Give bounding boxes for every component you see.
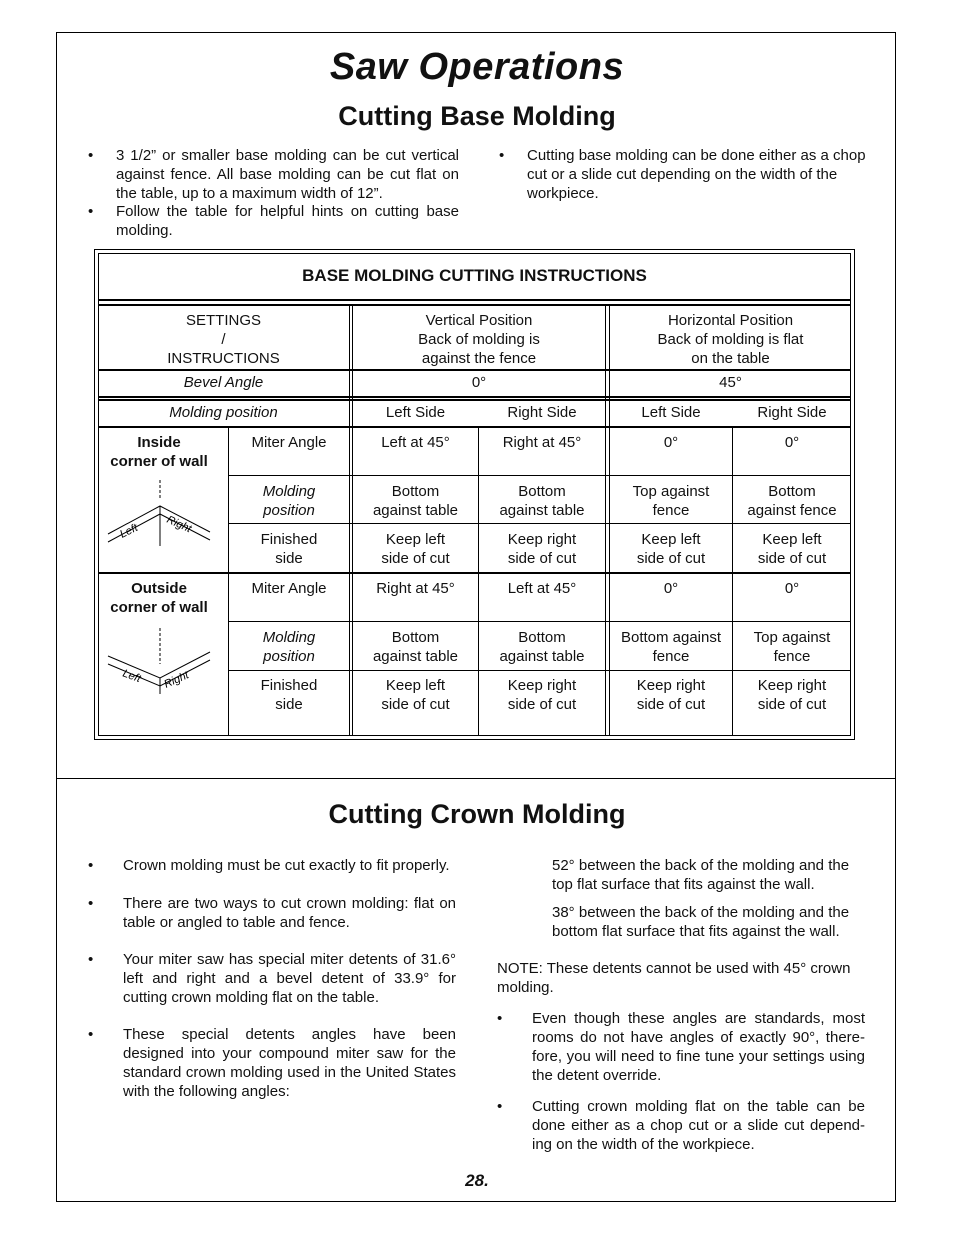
inside-right-label: Right <box>164 513 194 536</box>
table-cell: Left at 45° <box>507 580 577 597</box>
table-cell: Bottom against fence <box>747 483 837 519</box>
detent-note: NOTE: These detents cannot be used with 45° crown molding. <box>497 960 851 996</box>
bevel-vertical-value: 0° <box>471 374 487 391</box>
table-cell: Keep right side of cut <box>636 677 706 713</box>
table-cell: Keep left side of cut <box>636 531 706 567</box>
table-cell: Keep left side of cut <box>381 677 450 713</box>
crown-bullet-1: • Crown molding must be cut exactly to fit properly. <box>88 857 450 874</box>
table-cell: Top against fence <box>632 483 710 519</box>
page-title: Saw Operations <box>329 46 625 88</box>
bevel-horizontal-value: 45° <box>719 374 742 391</box>
position-horizontal-left: Left Side <box>641 404 701 421</box>
table-title: BASE MOLDING CUTTING INSTRUCTIONS <box>98 253 851 301</box>
crown-bullet-5: • Even though these angles are standards, most rooms do not have angles of exactly 90°, there-fore, you will need to fine tune your settings using the detent override. <box>497 1010 865 1084</box>
outside-left-label: Left <box>120 667 143 686</box>
page-number: 28. <box>465 1171 489 1190</box>
table-cell: 0° <box>663 434 679 451</box>
angle-38-text: 38° between the back of the molding and the bottom flat surface that fits against the wall. <box>552 904 850 940</box>
table-rule <box>228 670 851 671</box>
outside-row-label: Finished side <box>260 677 318 713</box>
header-vertical-position: Vertical Position Back of molding is against the fence <box>418 312 540 367</box>
outside-row-label: Molding position <box>262 629 316 665</box>
outside-corner-diagram <box>104 624 216 696</box>
table-cell: Top against fence <box>753 629 831 665</box>
table-rule <box>98 426 851 428</box>
table-cell: Bottom against fence <box>620 629 722 665</box>
table-cell: Bottom against table <box>372 483 459 519</box>
table-cell: Keep right side of cut <box>757 677 827 713</box>
table-cell: 0° <box>784 580 800 597</box>
outside-right-label: Right <box>162 669 191 691</box>
position-vertical-left: Left Side <box>385 404 446 421</box>
table-rule <box>352 304 353 736</box>
table-rule <box>228 475 851 476</box>
base-bullet-2: • Follow the table for helpful hints on cutting base molding. <box>88 203 459 239</box>
table-rule <box>98 369 851 371</box>
bevel-angle-label: Bevel Angle <box>183 374 264 391</box>
angle-52-text: 52° between the back of the molding and the top flat surface that fits against the wall. <box>552 857 850 893</box>
table-cell: Keep left side of cut <box>757 531 827 567</box>
header-horizontal-position: Horizontal Position Back of molding is flat on the table <box>657 312 804 367</box>
table-cell: Right at 45° <box>502 434 582 451</box>
table-cell: Keep right side of cut <box>507 531 577 567</box>
crown-molding-heading: Cutting Crown Molding <box>328 799 626 829</box>
inside-row-label: Miter Angle <box>251 434 327 451</box>
base-molding-heading: Cutting Base Molding <box>338 101 616 131</box>
inside-row-label: Finished side <box>260 531 318 567</box>
base-bullet-1: • 3 1/2” or smaller base molding can be cut vertical against fence. All base molding can be cut flat on the table, up to a maximum width of 12”. <box>88 147 459 202</box>
table-cell: Keep right side of cut <box>507 677 577 713</box>
table-cell: Bottom against table <box>499 483 585 519</box>
position-horizontal-right: Right Side <box>757 404 827 421</box>
base-bullet-3: • Cutting base molding can be done either as a chop cut or a slide cut depending on the width of the workpiece. <box>499 147 866 202</box>
table-cell: 0° <box>663 580 679 597</box>
outside-corner-label: Outside corner of wall <box>110 580 208 616</box>
table-cell: 0° <box>784 434 800 451</box>
crown-bullet-2: • There are two ways to cut crown molding: flat on table or angled to table and fence. <box>88 895 456 931</box>
table-rule <box>228 523 851 524</box>
table-cell: Right at 45° <box>376 580 455 597</box>
table-rule <box>605 304 606 736</box>
position-vertical-right: Right Side <box>507 404 577 421</box>
table-rule <box>98 396 851 398</box>
inside-row-label: Molding position <box>262 483 316 519</box>
table-rule <box>609 304 610 736</box>
table-rule <box>349 304 350 736</box>
table-rule <box>98 572 851 574</box>
crown-bullet-4: • These special detents angles have been designed into your compound miter saw for the standard crown molding used in the United States with the following angles: <box>88 1026 456 1100</box>
section-divider <box>56 778 896 779</box>
table-cell: Bottom against table <box>372 629 459 665</box>
inside-left-label: Left <box>118 521 140 541</box>
outside-row-label: Miter Angle <box>251 580 327 597</box>
table-rule <box>228 621 851 622</box>
crown-bullet-6: • Cutting crown molding flat on the table can be done either as a chop cut or a slide cut depend-ing on the width of the workpiece. <box>497 1098 865 1153</box>
table-cell: Left at 45° <box>381 434 450 451</box>
table-cell: Bottom against table <box>499 629 585 665</box>
header-settings: SETTINGS / INSTRUCTIONS <box>167 312 280 367</box>
inside-corner-label: Inside corner of wall <box>110 434 208 470</box>
table-rule <box>98 399 851 401</box>
molding-position-label: Molding position <box>169 404 278 421</box>
inside-corner-diagram <box>104 476 216 548</box>
crown-bullet-3: • Your miter saw has special miter detents of 31.6° left and right and a bevel detent of 33.9° for cutting crown molding flat on the table. <box>88 951 456 1006</box>
table-rule <box>98 304 851 306</box>
table-cell: Keep left side of cut <box>381 531 450 567</box>
